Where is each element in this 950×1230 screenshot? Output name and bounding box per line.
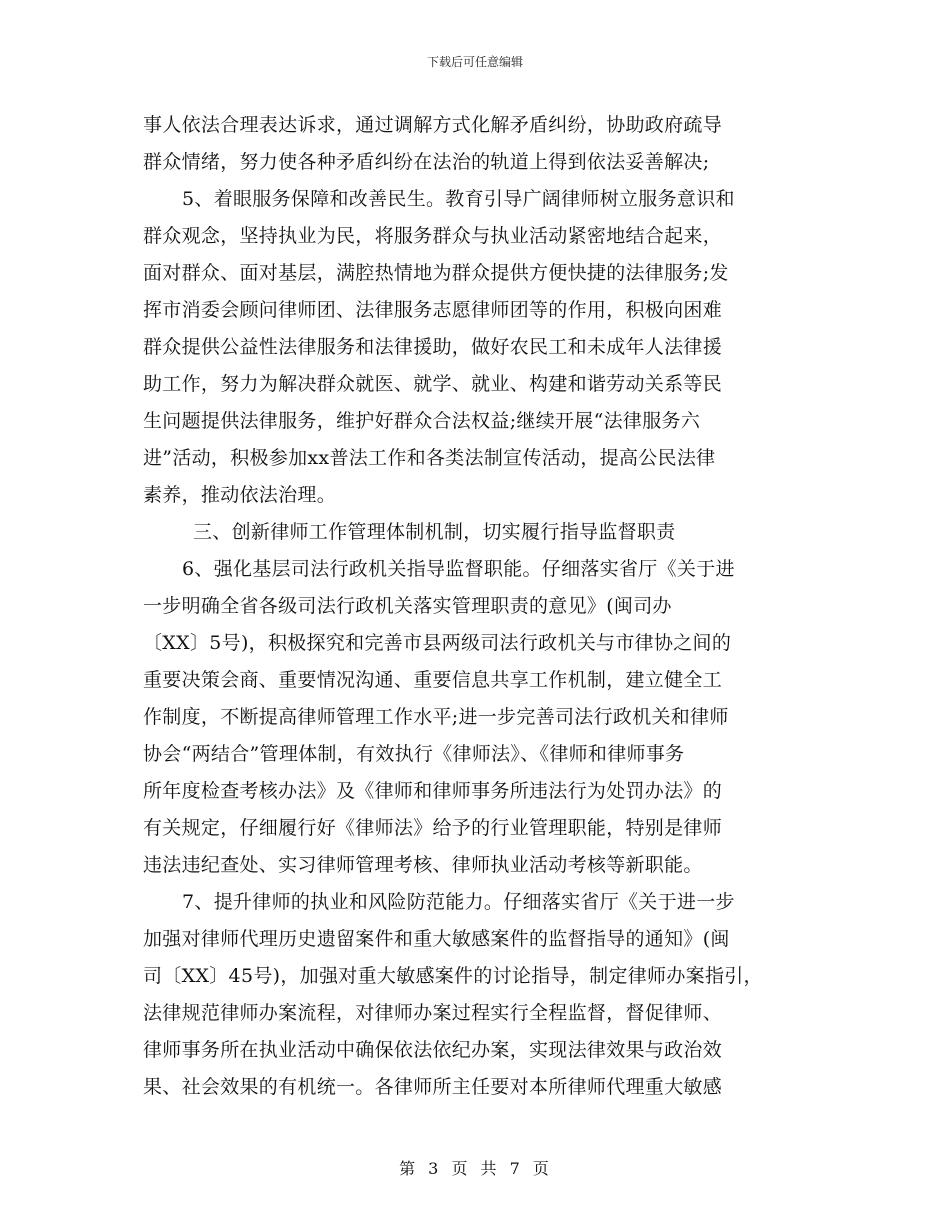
body-line: 律师事务所在执业活动中确保依法依纪办案，实现法律效果与政治效 — [143, 1039, 723, 1061]
body-line: 进”活动，积极参加xx普法工作和各类法制宣传活动，提高公民法律 — [143, 447, 716, 469]
document-body — [143, 107, 833, 1106]
paragraph-5-start: 5、着眼服务保障和改善民生。教育引导广阔律师树立服务意识和 — [182, 188, 735, 210]
paragraph-7-start: 7、提升律师的执业和风险防范能力。仔细落实省厅《关于进一步 — [182, 891, 735, 913]
body-line: 作制度，不断提高律师管理工作水平;进一步完善司法行政机关和律师 — [143, 706, 729, 728]
body-line: 〔XX〕5号)，积极探究和完善市县两级司法行政机关与市律协之间的 — [143, 632, 732, 654]
body-line: 素养，推动依法治理。 — [143, 484, 337, 506]
body-line: 一步明确全省各级司法行政机关落实管理职责的意见》(闽司办 — [143, 595, 672, 617]
body-line: 助工作，努力为解决群众就医、就学、就业、构建和谐劳动关系等民 — [143, 373, 723, 395]
body-line: 违法违纪查处、实习律师管理考核、律师执业活动考核等新职能。 — [143, 854, 703, 876]
body-line: 法律规范律师办案流程，对律师办案过程实行全程监督，督促律师、 — [143, 1002, 723, 1024]
body-line: 司〔XX〕45号)，加强对重大敏感案件的讨论指导，制定律师办案指引， — [143, 965, 763, 987]
body-line: 所年度检查考核办法》及《律师和律师事务所违法行为处罚办法》的 — [143, 780, 723, 802]
body-line: 果、社会效果的有机统一。各律师所主任要对本所律师代理重大敏感 — [143, 1076, 723, 1098]
body-line: 面对群众、面对基层，满腔热情地为群众提供方便快捷的法律服务;发 — [143, 262, 729, 284]
page-number-footer: 第 3 页 共 7 页 — [399, 1159, 551, 1178]
paragraph-6-start: 6、强化基层司法行政机关指导监督职能。仔细落实省厅《关于进 — [182, 558, 735, 580]
body-line: 挥市消委会顾问律师团、法律服务志愿律师团等的作用，积极向困难 — [143, 299, 723, 321]
body-line: 加强对律师代理历史遗留案件和重大敏感案件的监督指导的通知》(闽 — [143, 928, 730, 950]
body-line: 生问题提供法律服务，维护好群众合法权益;继续开展“法律服务六 — [143, 410, 701, 432]
body-line: 群众情绪，努力使各种矛盾纠纷在法治的轨道上得到依法妥善解决; — [143, 151, 710, 173]
body-line: 群众提供公益性法律服务和法律援助，做好农民工和未成年人法律援 — [143, 336, 723, 358]
body-line: 重要决策会商、重要情况沟通、重要信息共享工作机制，建立健全工 — [143, 669, 723, 691]
body-line: 事人依法合理表达诉求，通过调解方式化解矛盾纠纷，协助政府疏导 — [143, 114, 723, 136]
section-heading-3: 三、创新律师工作管理体制机制，切实履行指导监督职责 — [193, 521, 676, 543]
body-line: 有关规定，仔细履行好《律师法》给予的行业管理职能，特别是律师 — [143, 817, 723, 839]
body-line: 协会“两结合”管理体制，有效执行《律师法》、《律师和律师事务 — [143, 743, 685, 765]
body-line: 群众观念，坚持执业为民，将服务群众与执业活动紧密地结合起来， — [143, 225, 723, 247]
page-header: 下载后可任意编辑 — [426, 55, 523, 69]
